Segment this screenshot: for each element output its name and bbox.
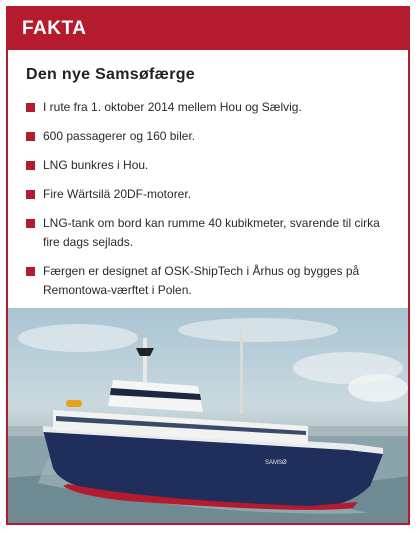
fact-box	[6, 6, 410, 525]
ferry-illustration	[8, 308, 408, 523]
square-bullet-icon	[26, 161, 35, 170]
cloud	[178, 318, 338, 342]
square-bullet-icon	[26, 267, 35, 276]
square-bullet-icon	[26, 132, 35, 141]
square-bullet-icon	[26, 190, 35, 199]
fact-item	[26, 185, 398, 204]
fact-box-header	[8, 8, 408, 50]
fact-item	[26, 127, 398, 146]
cloud	[18, 324, 138, 352]
square-bullet-icon	[26, 103, 35, 112]
fact-text: Fire Wärtsilä 20DF-motorer.	[43, 187, 192, 201]
mast-top	[136, 348, 154, 356]
fact-item	[26, 156, 398, 175]
fact-text: 600 passagerer og 160 biler.	[43, 129, 196, 143]
fact-item	[26, 214, 398, 252]
hull-name: SAMSØ	[265, 460, 287, 466]
aft-mast	[240, 328, 243, 414]
fact-item	[26, 98, 398, 117]
fact-text: LNG bunkres i Hou.	[43, 158, 149, 172]
fact-text: Færgen er designet af OSK-ShipTech i Århus og bygges på Remontowa-værftet i Polen.	[43, 264, 360, 297]
fact-item	[26, 262, 398, 300]
cloud	[348, 374, 408, 402]
fact-text: I rute fra 1. oktober 2014 mellem Hou og Sælvig.	[43, 100, 302, 114]
fact-box-headline: Den nye Samsøfærge	[26, 66, 196, 83]
mast	[143, 338, 147, 382]
header-title: FAKTA	[22, 18, 87, 39]
fact-text: LNG-tank om bord kan rumme 40 kubikmeter, svarende til cirka fire dags sejlads.	[43, 216, 380, 249]
fact-list	[8, 98, 408, 300]
ferry-photo	[8, 308, 408, 523]
lifeboat	[66, 400, 82, 407]
square-bullet-icon	[26, 219, 35, 228]
